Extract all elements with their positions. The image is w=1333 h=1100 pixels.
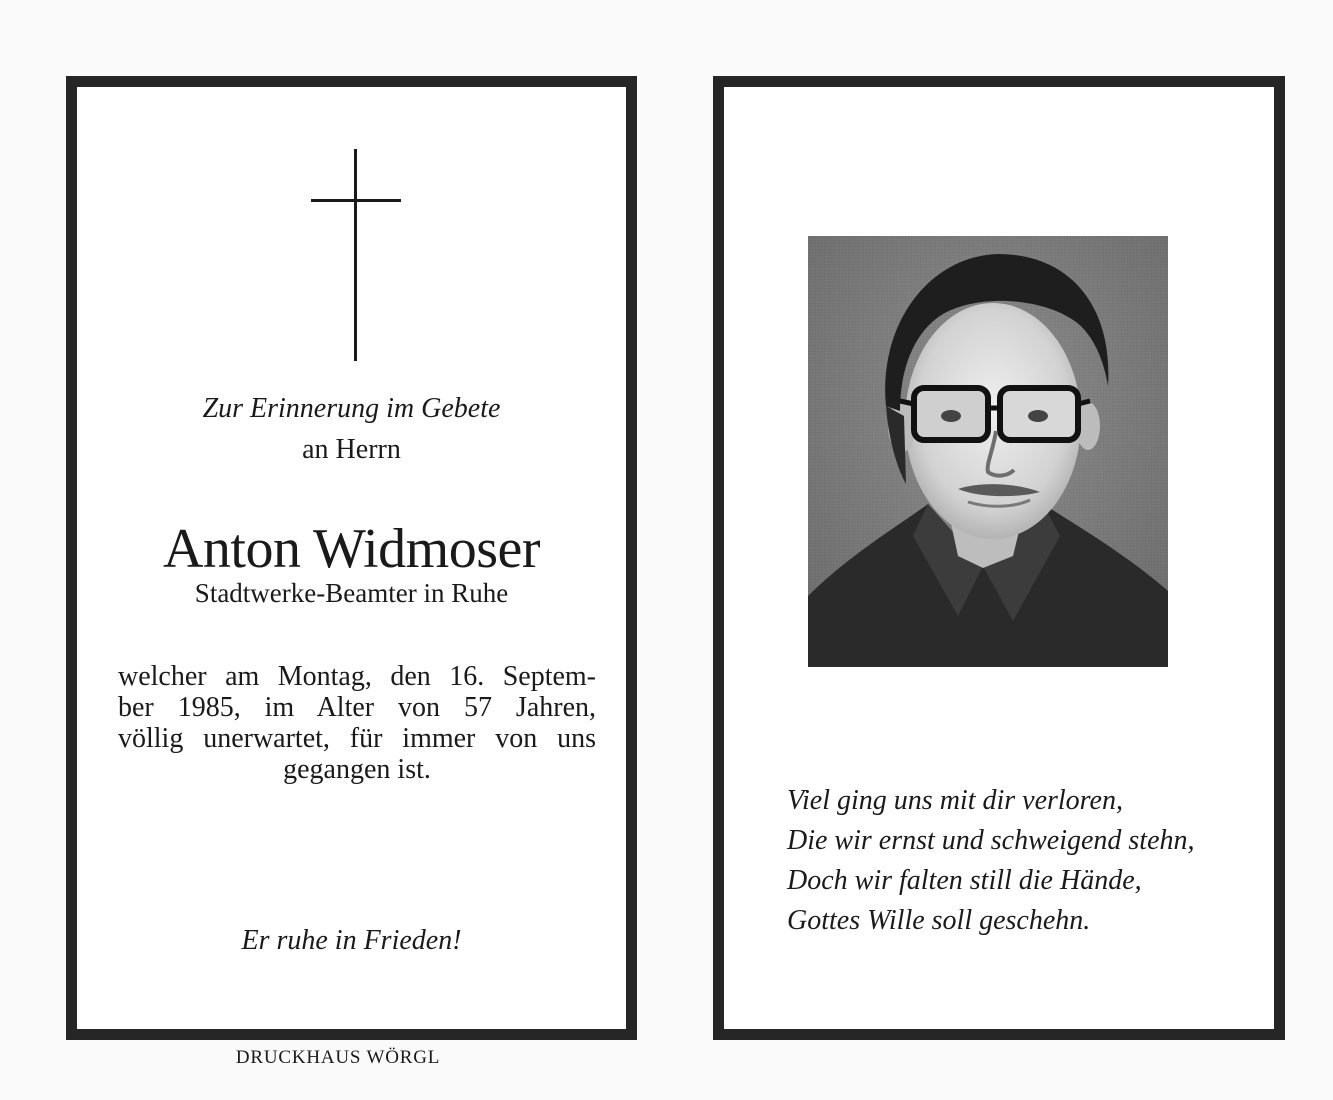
portrait-photo — [808, 236, 1168, 667]
closing-text: Er ruhe in Frieden! — [241, 925, 462, 956]
notice-line: ber 1985, im Alter von 57 Jahren, — [118, 692, 596, 723]
death-notice-text — [118, 661, 596, 785]
notice-line: gegangen ist. — [283, 754, 431, 785]
deceased-name: Anton Widmoser — [162, 518, 540, 580]
poem-text — [787, 781, 1267, 941]
poem-line: Doch wir falten still die Hände, — [787, 865, 1142, 896]
left-card — [66, 76, 637, 1040]
notice-line: welcher am Montag, den 16. Septem- — [118, 661, 596, 692]
salutation-text: an Herrn — [302, 434, 401, 465]
printer-imprint: DRUCKHAUS WÖRGL — [235, 1047, 441, 1068]
deceased-title: Stadtwerke-Beamter in Ruhe — [194, 578, 509, 608]
intro-text: Zur Erinnerung im Gebete — [202, 393, 501, 424]
right-card — [713, 76, 1285, 1040]
poem-line: Die wir ernst und schweigend stehn, — [787, 825, 1195, 856]
poem-line: Viel ging uns mit dir verloren, — [787, 785, 1123, 816]
notice-line: völlig unerwartet, für immer von uns — [118, 723, 596, 754]
cross-icon — [311, 149, 401, 361]
poem-line: Gottes Wille soll geschehn. — [787, 905, 1091, 936]
